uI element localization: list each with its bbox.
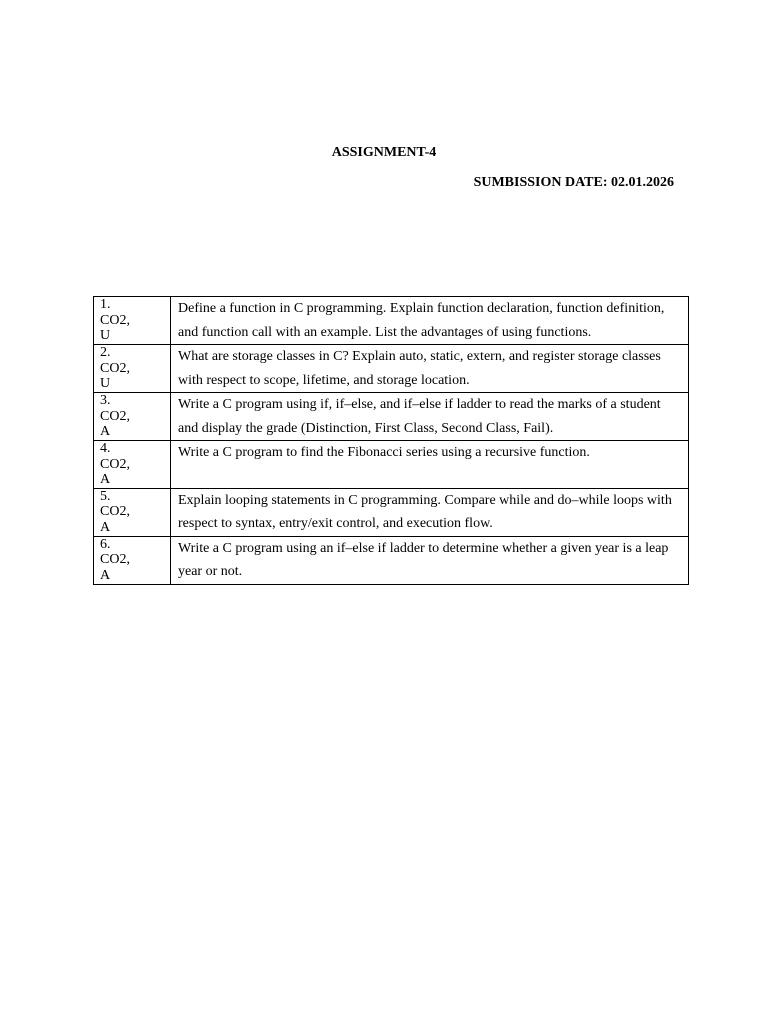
question-number: 1. xyxy=(100,297,111,312)
bloom-level: U xyxy=(100,376,111,391)
question-number-cell xyxy=(94,488,171,536)
question-number: 2. xyxy=(100,345,111,360)
page-title: ASSIGNMENT-4 xyxy=(331,145,437,160)
bloom-level: A xyxy=(100,424,111,439)
question-text: Write a C program using an if–else if ladder to determine whether a given year is a leap year or not. xyxy=(171,536,689,584)
course-outcome: CO2, xyxy=(100,504,130,519)
table-row xyxy=(94,488,689,536)
table-row xyxy=(94,345,689,393)
table-row xyxy=(94,393,689,441)
table-row xyxy=(94,441,689,489)
course-outcome: CO2, xyxy=(100,456,130,472)
bloom-level: A xyxy=(100,472,111,487)
question-number: 5. xyxy=(100,488,111,504)
question-number-cell xyxy=(94,393,171,441)
question-text: Write a C program to find the Fibonacci series using a recursive function. xyxy=(171,441,689,489)
question-number-cell xyxy=(94,345,171,393)
course-outcome: CO2, xyxy=(100,312,130,328)
question-number-cell xyxy=(94,297,171,345)
question-number-cell xyxy=(94,536,171,584)
submission-date: SUMBISSION DATE: 02.01.2026 xyxy=(473,175,674,190)
course-outcome: CO2, xyxy=(100,360,130,376)
table-row xyxy=(94,536,689,584)
question-number: 4. xyxy=(100,441,111,456)
question-text: Define a function in C programming. Explain function declaration, function definition, and function call with an example. List the advantages of using functions. xyxy=(171,297,689,345)
question-number: 6. xyxy=(100,536,111,552)
bloom-level: U xyxy=(100,328,111,343)
bloom-level: A xyxy=(100,567,111,583)
question-text: Explain looping statements in C programming. Compare while and do–while loops with respect to syntax, entry/exit control, and execution flow. xyxy=(171,488,689,536)
course-outcome: CO2, xyxy=(100,552,130,567)
bloom-level: A xyxy=(100,519,111,535)
question-number: 3. xyxy=(100,393,111,408)
question-number-cell xyxy=(94,441,171,489)
table-row xyxy=(94,297,689,345)
question-text: Write a C program using if, if–else, and if–else if ladder to read the marks of a student and display the grade (Distinction, First Class, Second Class, Fail). xyxy=(171,393,689,441)
questions-table xyxy=(93,296,689,585)
question-text: What are storage classes in C? Explain auto, static, extern, and register storage classes with respect to scope, lifetime, and storage location. xyxy=(171,345,689,393)
course-outcome: CO2, xyxy=(100,408,130,424)
